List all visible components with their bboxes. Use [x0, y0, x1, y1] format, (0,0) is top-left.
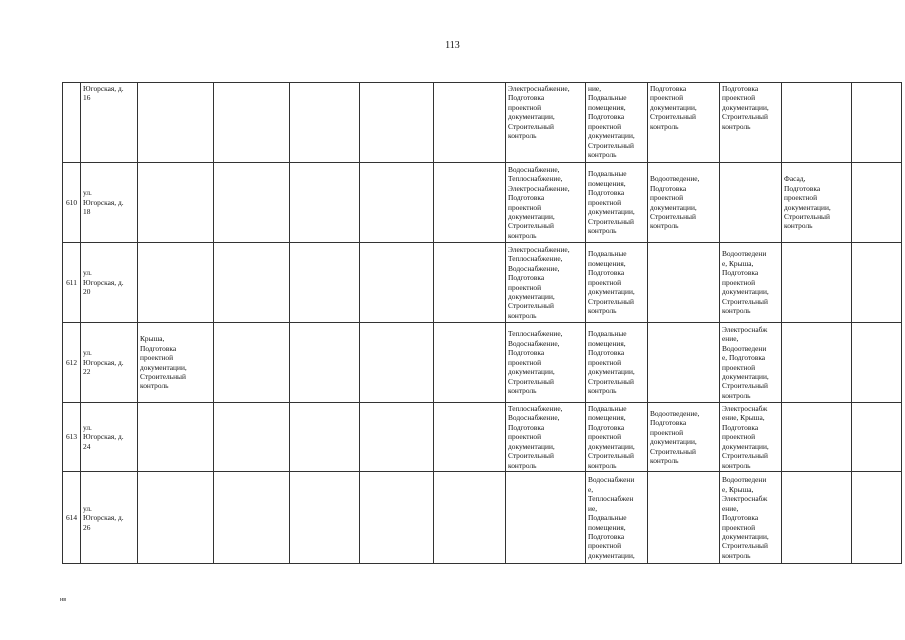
footer-mark: нв	[60, 597, 67, 603]
table-cell	[852, 403, 902, 472]
page-number: 113	[445, 40, 460, 51]
table-cell	[434, 403, 506, 472]
table-row	[63, 243, 902, 323]
table-row	[63, 403, 902, 472]
table-cell: Электроснабжение, Подготовка проектной документации, Строительный контроль	[506, 83, 586, 163]
table-cell	[138, 163, 214, 243]
row-number: 611	[63, 243, 81, 323]
table-cell: Электроснабж ение, Крыша, Подготовка проектной документации, Строительный контроль	[720, 403, 782, 472]
table-cell	[782, 403, 852, 472]
table-cell: Подвальные помещения, Подготовка проектной документации, Строительный контроль	[586, 163, 648, 243]
table-cell	[434, 83, 506, 163]
table-cell: Фасад, Подготовка проектной документации, Строительный контроль	[782, 163, 852, 243]
table-cell: Подготовка проектной документации, Строительный контроль	[720, 83, 782, 163]
table-cell	[360, 83, 434, 163]
table-cell	[138, 472, 214, 564]
row-number: 612	[63, 323, 81, 403]
table-cell	[360, 163, 434, 243]
table-cell	[782, 323, 852, 403]
row-number: 610	[63, 163, 81, 243]
table-cell	[648, 323, 720, 403]
address-cell: ул. Югорская, д. 22	[81, 323, 138, 403]
table-cell	[852, 243, 902, 323]
table-cell: Водоснабжени е, Теплоснабжен ие, Подвальные помещения, Подготовка проектной документации,	[586, 472, 648, 564]
table-cell	[138, 83, 214, 163]
table-cell	[648, 472, 720, 564]
table-row	[63, 163, 902, 243]
table-cell: Водоснабжение, Теплоснабжение, Электроснабжение, Подготовка проектной документации, Строительный контроль	[506, 163, 586, 243]
table-cell	[138, 243, 214, 323]
table-cell	[290, 403, 360, 472]
table-cell	[852, 83, 902, 163]
address-cell: ул. Югорская, д. 26	[81, 472, 138, 564]
table-cell	[290, 163, 360, 243]
table-cell: Подвальные помещения, Подготовка проектной документации, Строительный контроль	[586, 403, 648, 472]
row-number: 613	[63, 403, 81, 472]
table-cell	[214, 323, 290, 403]
table-cell	[214, 83, 290, 163]
table-cell: ние, Подвальные помещения, Подготовка проектной документации, Строительный контроль	[586, 83, 648, 163]
table-cell: Теплоснабжение, Водоснабжение, Подготовка проектной документации, Строительный контроль	[506, 323, 586, 403]
table-cell	[720, 163, 782, 243]
table-cell	[782, 83, 852, 163]
table-cell	[782, 243, 852, 323]
table-cell	[214, 472, 290, 564]
table-cell	[360, 243, 434, 323]
table-cell: Водоотведени е, Крыша, Электроснабж ение, Подготовка проектной документации, Строительный контроль	[720, 472, 782, 564]
table-cell: Теплоснабжение, Водоснабжение, Подготовка проектной документации, Строительный контроль	[506, 403, 586, 472]
table-cell	[648, 243, 720, 323]
table-cell	[290, 83, 360, 163]
table-cell: Электроснабж ение, Водоотведени е, Подготовка проектной документации, Строительный контроль	[720, 323, 782, 403]
table-row	[63, 323, 902, 403]
table-cell	[214, 403, 290, 472]
table-cell	[506, 472, 586, 564]
table-cell	[852, 163, 902, 243]
address-cell: Югорская, д. 16	[81, 83, 138, 163]
row-number	[63, 83, 81, 163]
table-cell: Электроснабжение, Теплоснабжение, Водоснабжение, Подготовка проектной документации, Строительный контроль	[506, 243, 586, 323]
table-cell	[360, 403, 434, 472]
table-cell: Водоотведение, Подготовка проектной документации, Строительный контроль	[648, 403, 720, 472]
table-cell	[290, 243, 360, 323]
table-cell: Крыша, Подготовка проектной документации, Строительный контроль	[138, 323, 214, 403]
table-cell	[214, 243, 290, 323]
table-cell	[434, 163, 506, 243]
table-cell	[360, 472, 434, 564]
table-cell	[852, 472, 902, 564]
row-number: 614	[63, 472, 81, 564]
table-cell: Подвальные помещения, Подготовка проектной документации, Строительный контроль	[586, 243, 648, 323]
table-cell	[852, 323, 902, 403]
table-row	[63, 472, 902, 564]
table-row	[63, 83, 902, 163]
table-cell: Подготовка проектной документации, Строительный контроль	[648, 83, 720, 163]
table-cell	[782, 472, 852, 564]
table-cell	[434, 323, 506, 403]
table-cell	[138, 403, 214, 472]
table-cell: Подвальные помещения, Подготовка проектной документации, Строительный контроль	[586, 323, 648, 403]
address-cell: ул. Югорская, д. 24	[81, 403, 138, 472]
table-cell	[214, 163, 290, 243]
table-cell	[434, 472, 506, 564]
table-cell	[290, 472, 360, 564]
table-cell	[290, 323, 360, 403]
table-cell: Водоотведение, Подготовка проектной документации, Строительный контроль	[648, 163, 720, 243]
table-cell: Водоотведени е, Крыша, Подготовка проектной документации, Строительный контроль	[720, 243, 782, 323]
address-cell: ул. Югорская, д. 18	[81, 163, 138, 243]
table-cell	[434, 243, 506, 323]
address-cell: ул. Югорская, д. 20	[81, 243, 138, 323]
works-table	[62, 82, 902, 564]
table-cell	[360, 323, 434, 403]
